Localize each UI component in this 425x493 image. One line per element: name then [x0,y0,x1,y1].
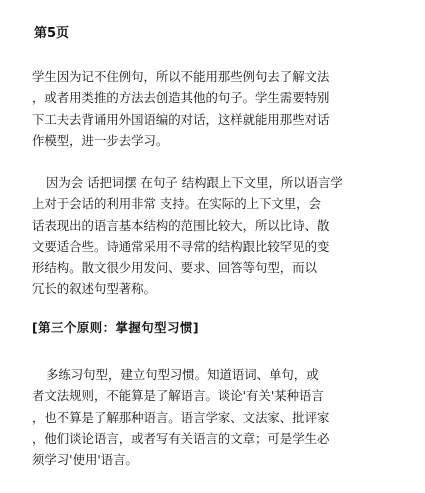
text-line: 者文法规则，不能算是了解语言。谈论'有关'某种语言 [32,388,324,404]
text-line: ，或者用类推的方法去创造其他的句子。学生需要特别 [32,90,330,106]
text-line: 须学习'使用'语言。 [32,452,138,468]
text-line: 话表现出的语言基本结构的范围比较大，所以比诗、散 [32,217,330,233]
text-line: 因为会 话把词摆 在句子 结构跟上下文里，所以语言学 [46,175,343,190]
text-line: 形结构。散文很少用发问、要求、回答等句型，而以 [32,260,317,276]
page-number: 第5页 [34,26,70,41]
text-line: ，他们谈论语言，或者写有关语言的文章；可是学生必 [32,430,330,446]
paragraph-2 [32,172,403,300]
text-line: 多练习句型，建立句型习惯。知道语词、单句，或 [46,367,319,382]
text-line: 作模型，进一步去学习。 [32,132,169,148]
section-heading: [第三个原则：掌握句型习惯] [32,320,200,335]
text-line: 下工夫去背诵用外国语编的对话，这样就能用那些对话 [32,111,330,127]
text-line: 文要适合些。诗通常采用不寻常的结构跟比较罕见的变 [32,238,330,254]
text-line: ，也不算是了解那种语言。语言学家、文法家、批评家 [32,409,330,425]
text-line: 冗长的叙述句型著称。 [32,281,156,297]
text-line: 上对于会话的利用非常 支持。在实际的上下文里，会 [32,196,321,212]
paragraph-3 [32,364,403,470]
text-line: 学生因为记不住例句，所以不能用那些例句去了解文法 [32,69,330,84]
paragraph-1 [32,66,403,151]
